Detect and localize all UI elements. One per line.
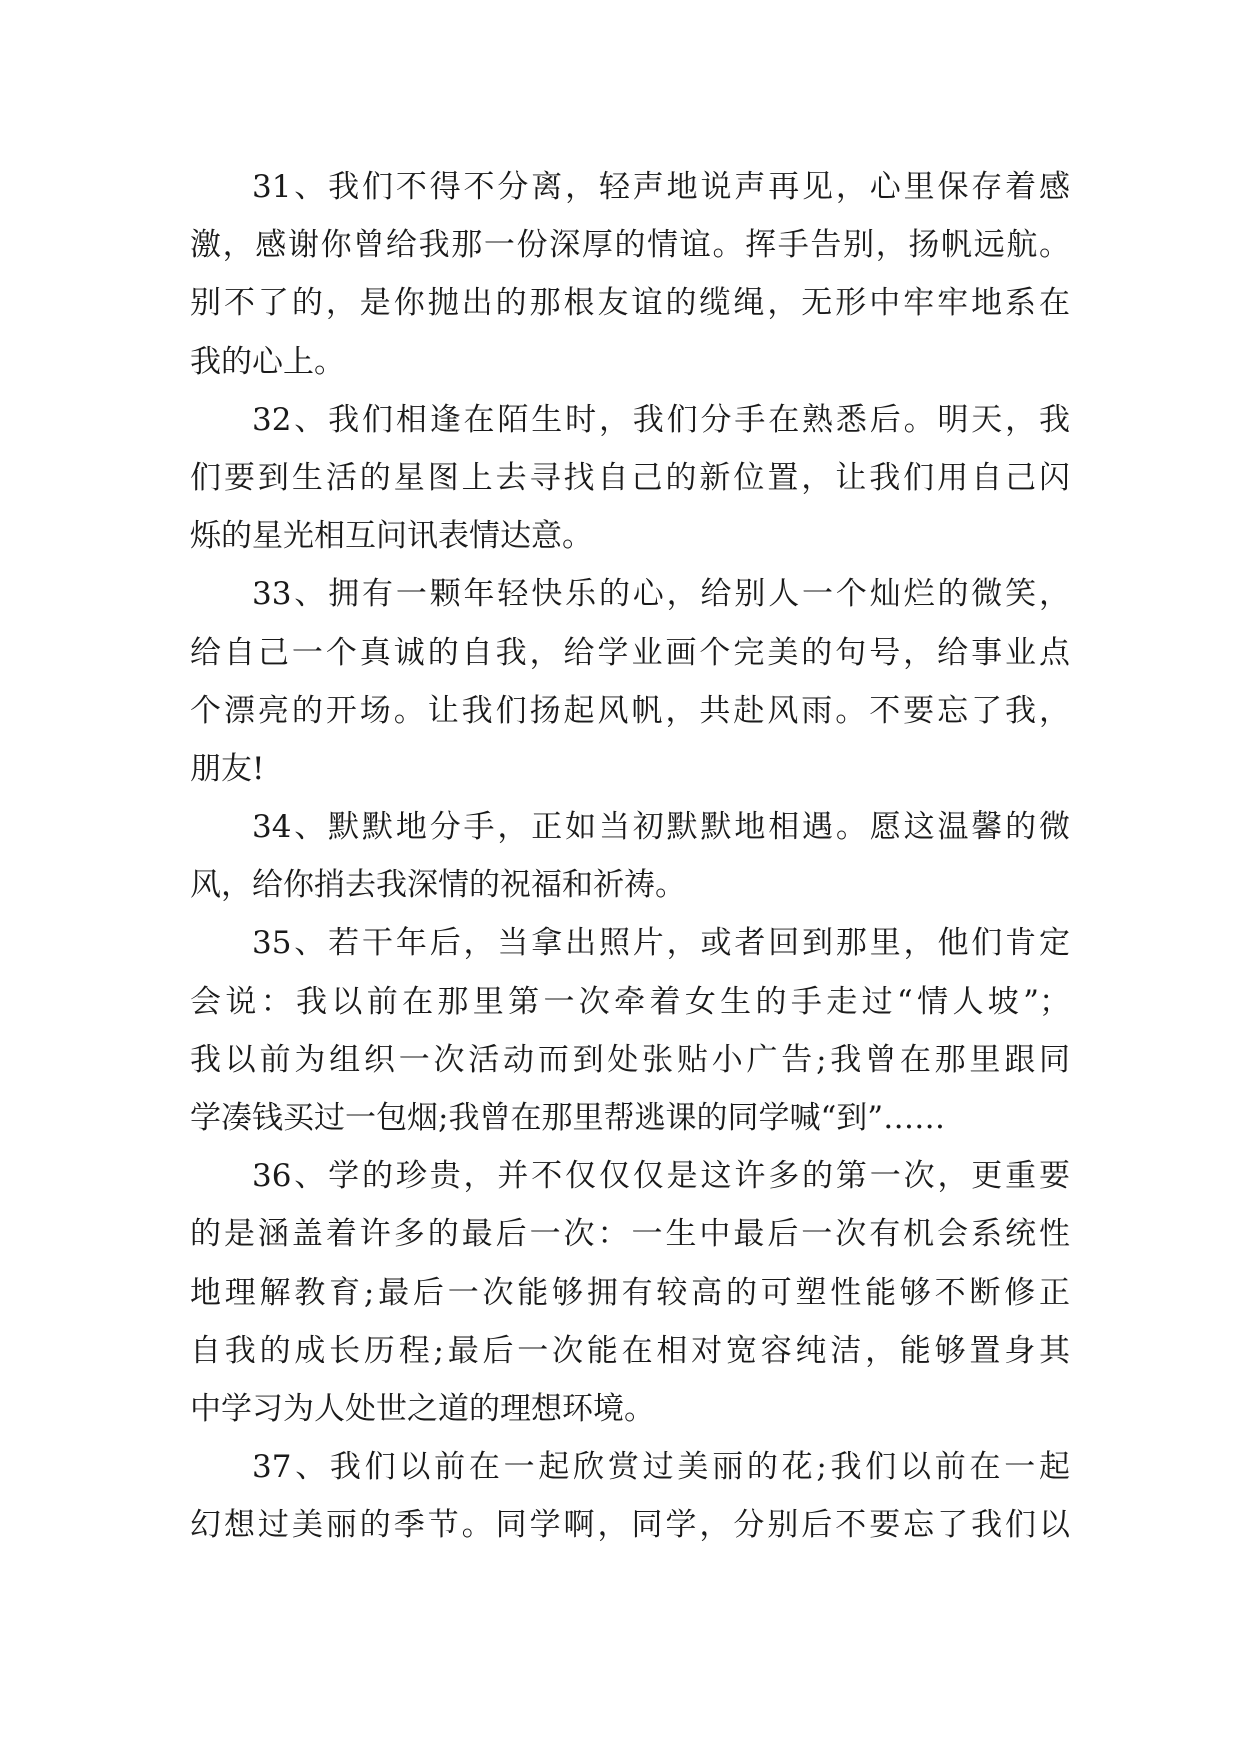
paragraph-37	[190, 1438, 1070, 1554]
text-line: 自我的成长历程;最后一次能在相对宽容纯洁，能够置身其	[190, 1332, 1070, 1369]
paragraph-36	[190, 1147, 1070, 1438]
text-line: 学凑钱买过一包烟;我曾在那里帮逃课的同学喊“到”……	[190, 1100, 946, 1136]
text-line: 激，感谢你曾给我那一份深厚的情谊。挥手告别，扬帆远航。	[190, 227, 1070, 264]
text-line: 35、若干年后，当拿出照片，或者回到那里，他们肯定	[252, 925, 1070, 962]
text-line: 36、学的珍贵，并不仅仅仅是这许多的第一次，更重要	[252, 1158, 1070, 1195]
document-body	[190, 158, 1070, 1555]
text-line: 别不了的，是你抛出的那根友谊的缆绳，无形中牢牢地系在	[190, 285, 1070, 322]
paragraph-34	[190, 798, 1070, 914]
text-line: 我的心上。	[190, 343, 345, 380]
text-line: 34、默默地分手，正如当初默默地相遇。愿这温馨的微	[252, 809, 1070, 846]
paragraph-35	[190, 914, 1070, 1147]
text-line: 32、我们相逢在陌生时，我们分手在熟悉后。明天，我	[252, 401, 1070, 438]
text-line: 风，给你捎去我深情的祝福和祈祷。	[190, 867, 686, 904]
text-line: 我以前为组织一次活动而到处张贴小广告;我曾在那里跟同	[190, 1041, 1070, 1078]
text-line: 个漂亮的开场。让我们扬起风帆，共赴风雨。不要忘了我，	[190, 692, 1070, 729]
text-line: 31、我们不得不分离，轻声地说声再见，心里保存着感	[252, 169, 1070, 205]
text-line: 的是涵盖着许多的最后一次：一生中最后一次有机会系统性	[190, 1216, 1070, 1253]
text-line: 会说：我以前在那里第一次牵着女生的手走过“情人坡”；	[190, 983, 1070, 1020]
paragraph-32	[190, 391, 1070, 566]
paragraph-33	[190, 565, 1070, 798]
paragraph-31	[190, 158, 1070, 391]
text-line: 幻想过美丽的季节。同学啊，同学，分别后不要忘了我们以	[190, 1507, 1070, 1544]
text-line: 地理解教育;最后一次能够拥有较高的可塑性能够不断修正	[190, 1274, 1070, 1311]
text-line: 给自己一个真诚的自我，给学业画个完美的句号，给事业点	[190, 634, 1070, 671]
text-line: 烁的星光相互问讯表情达意。	[190, 518, 593, 555]
text-line: 中学习为人处世之道的理想环境。	[190, 1390, 655, 1427]
text-line: 37、我们以前在一起欣赏过美丽的花;我们以前在一起	[252, 1449, 1070, 1486]
text-line: 33、拥有一颗年轻快乐的心，给别人一个灿烂的微笑，	[252, 576, 1070, 613]
text-line: 们要到生活的星图上去寻找自己的新位置，让我们用自己闪	[190, 459, 1070, 496]
text-line: 朋友!	[190, 750, 265, 787]
